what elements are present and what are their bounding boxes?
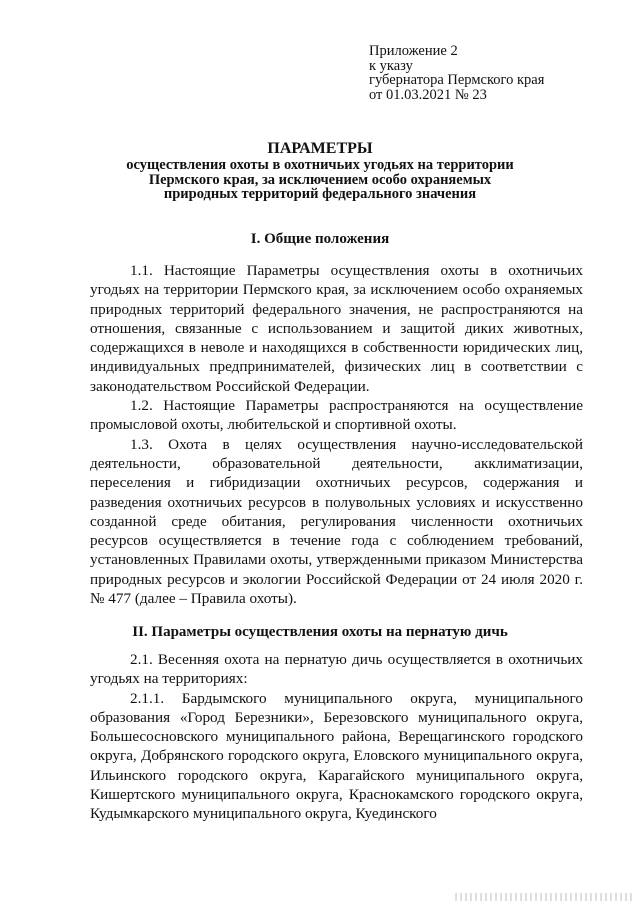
document-title: ПАРАМЕТРЫ [267, 140, 373, 157]
paragraph-1-2: 1.2. Настоящие Параметры распространяются на осуществление промысловой охоты, любительской и спортивной охоты. [90, 397, 583, 434]
section-2-body [90, 650, 583, 824]
appendix-line-2: к указу [369, 57, 413, 74]
appendix-line-4: от 01.03.2021 № 23 [369, 86, 487, 103]
section-1-body [90, 261, 583, 608]
document-subtitle [0, 158, 640, 202]
appendix-block [369, 44, 544, 102]
paragraph-2-1: 2.1. Весенняя охота на пернатую дичь осуществляется в охотничьих угодьях на территориях: [90, 651, 583, 688]
scan-artifact [455, 893, 635, 901]
paragraph-1-3: 1.3. Охота в целях осуществления научно-исследовательской деятельности, образовательной деятельности, акклиматизации, переселения и гибридизации охотничьих ресурсов, содержания и разведения охотничьих ресурсов в полувольных условиях и искусственно созданной среде обитания, регулирования численности охотничьих ресурсов осуществляется в течение года с соблюдением требований, установленных Правилами охоты, утвержденными приказом Министерства природных ресурсов и экологии Российской Федерации от 24 июля 2020 г. № 477 (далее – Правила охоты). [90, 435, 583, 608]
paragraph-2-1-1: 2.1.1. Бардымского муниципального округа, муниципального образования «Город Березники», Березовского муниципального округа, Большесосновского муниципального района, Верещагинского городского округа, Добрянского городского округа, Еловского муниципального округа, Ильинского городского округа, Карагайского муниципального округа, Кишертского муниципального округа, Краснокамского городского округа, Кудымкарского муниципального округа, Куединского [90, 689, 583, 823]
subtitle-line-3: природных территорий федерального значения [163, 186, 477, 202]
appendix-line-3: губернатора Пермского края [369, 72, 545, 88]
section-1-heading: I. Общие положения [250, 231, 390, 247]
appendix-line-1: Приложение 2 [369, 43, 458, 59]
section-2-heading: II. Параметры осуществления охоты на пернатую дичь [132, 624, 508, 640]
paragraph-1-1: 1.1. Настоящие Параметры осуществления охоты в охотничьих угодьях на территории Пермского края, за исключением особо охраняемых природных территорий федерального значения, не распространяются на отношения, связанные с использованием и защитой диких животных, содержащихся в неволе и находящихся в собственности юридических лиц, индивидуальных предпринимателей, физических лиц в соответствии с законодательством Российской Федерации. [90, 262, 583, 395]
subtitle-line-1: осуществления охоты в охотничьих угодьях на территории [126, 157, 514, 173]
subtitle-line-2: Пермского края, за исключением особо охраняемых [148, 171, 492, 188]
